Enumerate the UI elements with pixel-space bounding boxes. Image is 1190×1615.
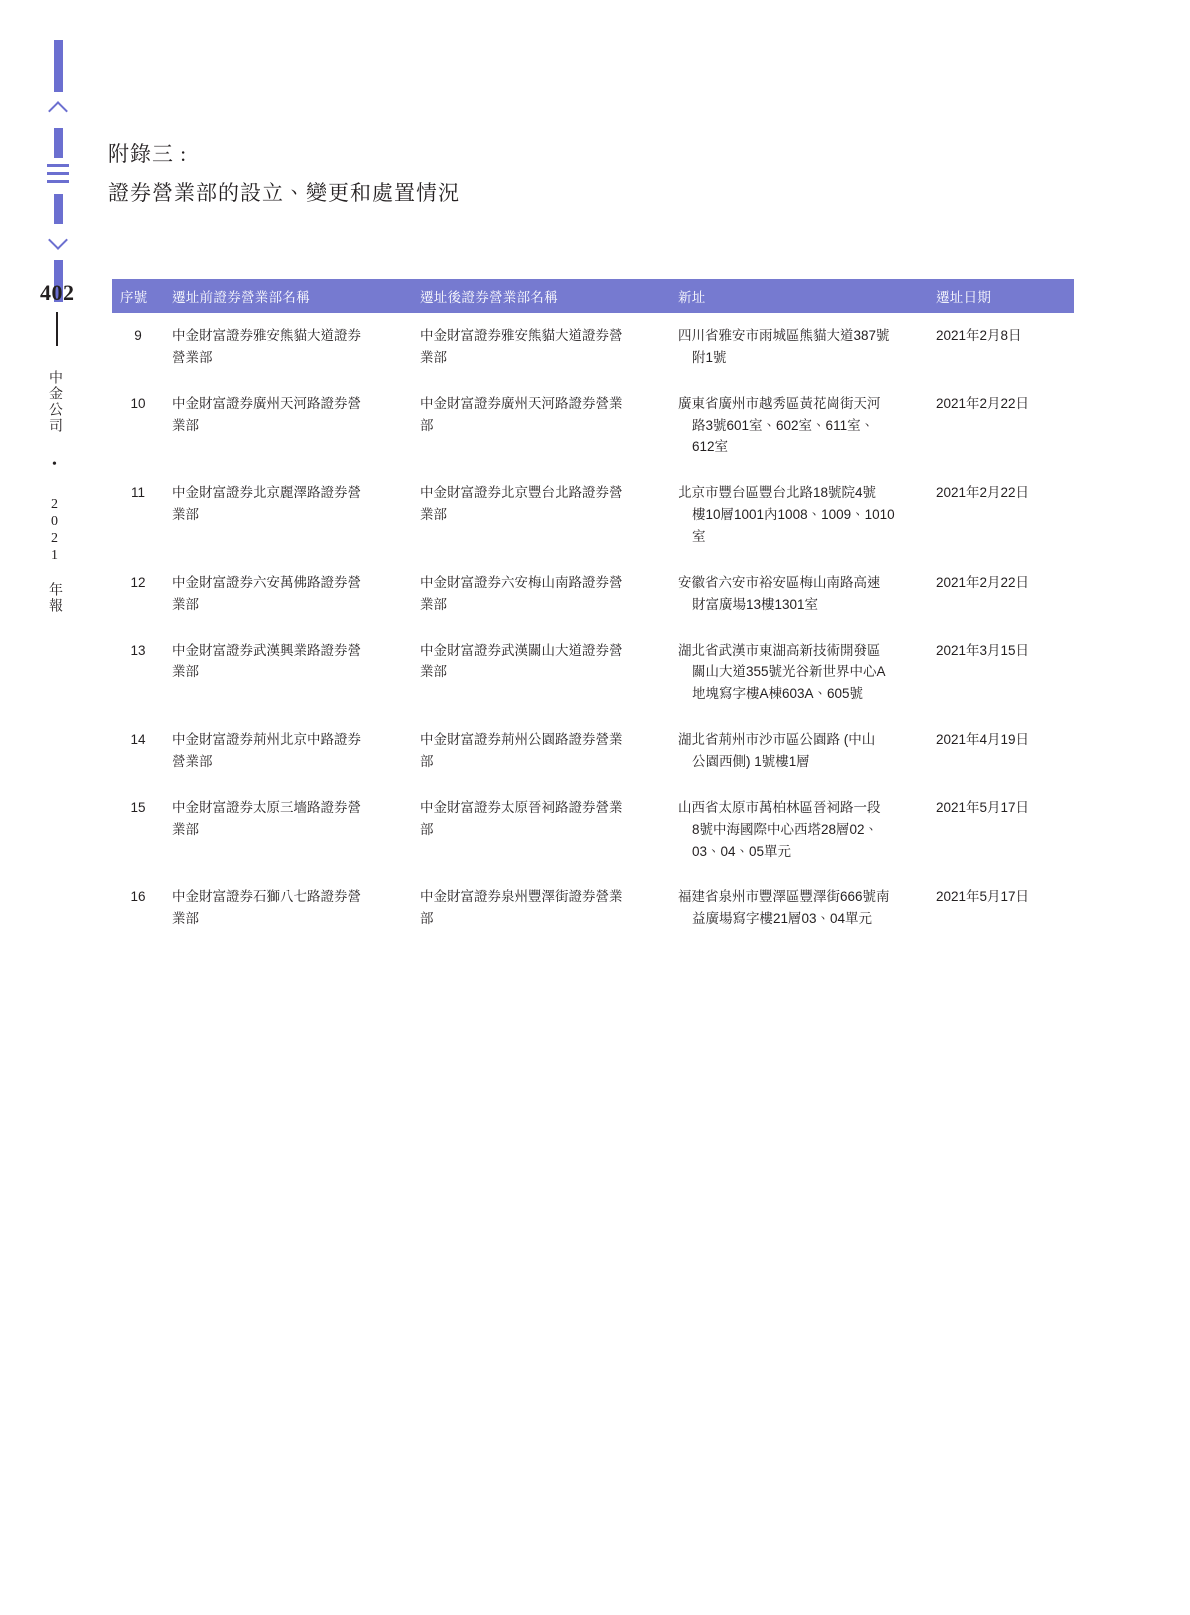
table-row <box>112 381 1074 471</box>
rail-bar-top <box>54 40 63 92</box>
cell-seq: 13 <box>130 642 146 658</box>
cell-new-name <box>412 470 670 560</box>
cell-new-name-line: 中金財富證券廣州天河路證券營業 <box>420 395 623 411</box>
cell-address-line: 612室 <box>692 439 729 455</box>
cell-address-line: 樓10層1001內1008、1009、1010 <box>692 507 895 523</box>
cell-old-name-line: 中金財富證券六安萬佛路證券營 <box>172 574 361 590</box>
cell-address <box>670 470 928 560</box>
cell-address-line: 路3號601室、602室、611室、 <box>692 417 875 433</box>
cell-address-line: 福建省泉州市豐澤區豐澤街666號南 <box>678 889 890 905</box>
page-number: 402 <box>40 280 75 305</box>
cell-address <box>670 560 928 628</box>
cell-address-line: 室 <box>692 529 706 545</box>
cell-seq: 14 <box>130 732 146 748</box>
column-header-new-name: 遷址後證券營業部名稱 <box>412 279 670 313</box>
cell-address <box>670 628 928 718</box>
cell-address-line: 公園西側) 1號樓1層 <box>692 754 810 770</box>
cell-old-name-line: 中金財富證券荊州北京中路證券 <box>172 732 361 748</box>
cell-old-name-line: 業部 <box>172 821 199 837</box>
cell-new-name-line: 部 <box>420 821 434 837</box>
cell-date: 2021年2月22日 <box>936 574 1030 590</box>
table-body <box>112 313 1074 942</box>
cell-new-name-line: 業部 <box>420 349 447 365</box>
cell-address-line: 8號中海國際中心西塔28層02、 <box>692 821 879 837</box>
cell-old-name <box>164 717 412 785</box>
page-title-line-1: 附錄三 : <box>108 142 188 166</box>
cell-address <box>670 785 928 875</box>
table-header-row <box>112 279 1074 313</box>
running-title-dot: • <box>47 457 62 474</box>
cell-new-name-line: 業部 <box>420 664 447 680</box>
chevron-up-icon <box>48 99 68 121</box>
table-header <box>112 279 1074 313</box>
cell-address-line: 03、04、05單元 <box>692 843 792 859</box>
table-row <box>112 717 1074 785</box>
page-number-rule <box>56 312 58 346</box>
cell-date: 2021年2月8日 <box>936 328 1022 343</box>
cell-new-name-line: 中金財富證券雅安熊貓大道證券營 <box>420 328 623 343</box>
cell-new-name <box>412 874 670 942</box>
cell-old-name-line: 業部 <box>172 664 199 680</box>
cell-address-line: 安徽省六安市裕安區梅山南路高速 <box>678 574 881 590</box>
cell-seq: 9 <box>134 328 142 343</box>
cell-seq: 16 <box>130 889 146 905</box>
cell-address-line: 益廣場寫字樓21層03、04單元 <box>692 911 873 927</box>
cell-address-line: 湖北省武漢市東湖高新技術開發區 <box>678 642 881 658</box>
page-title <box>108 138 460 207</box>
cell-new-name-line: 中金財富證券太原晉祠路證券營業 <box>420 799 623 815</box>
rail-bar-second <box>54 128 63 158</box>
cell-old-name <box>164 874 412 942</box>
column-header-date: 遷址日期 <box>928 279 1074 313</box>
cell-old-name-line: 中金財富證券太原三墻路證券營 <box>172 799 361 815</box>
cell-old-name <box>164 628 412 718</box>
cell-old-name-line: 業部 <box>172 596 199 612</box>
cell-old-name-line: 中金財富證券雅安熊貓大道證券 <box>172 328 361 343</box>
cell-date: 2021年2月22日 <box>936 395 1030 411</box>
cell-new-name-line: 部 <box>420 417 434 433</box>
appendix-table <box>112 279 1074 942</box>
cell-new-name-line: 部 <box>420 754 434 770</box>
cell-date: 2021年5月17日 <box>936 889 1030 905</box>
appendix-table-container <box>112 279 1074 942</box>
table-row <box>112 313 1074 381</box>
menu-lines-icon <box>47 164 69 188</box>
table-row <box>112 470 1074 560</box>
cell-address-line: 四川省雅安市雨城區熊貓大道387號 <box>678 328 890 343</box>
cell-old-name-line: 營業部 <box>172 754 213 770</box>
cell-seq: 11 <box>130 485 145 501</box>
cell-old-name-line: 營業部 <box>172 349 213 365</box>
cell-old-name <box>164 381 412 471</box>
chevron-down-icon <box>48 231 68 253</box>
cell-seq: 15 <box>130 799 146 815</box>
table-row <box>112 628 1074 718</box>
cell-address-line: 湖北省荊州市沙市區公園路 (中山 <box>678 732 876 748</box>
cell-old-name <box>164 785 412 875</box>
cell-new-name <box>412 381 670 471</box>
cell-old-name <box>164 470 412 560</box>
cell-new-name-line: 中金財富證券荊州公園路證券營業 <box>420 732 623 748</box>
running-title-year: 2021 年報 <box>47 497 62 614</box>
table-row <box>112 874 1074 942</box>
cell-new-name <box>412 628 670 718</box>
cell-address-line: 附1號 <box>692 349 727 365</box>
cell-date: 2021年4月19日 <box>936 732 1030 748</box>
cell-address <box>670 313 928 381</box>
cell-old-name-line: 中金財富證券北京麗澤路證券營 <box>172 485 361 501</box>
cell-new-name-line: 業部 <box>420 507 447 523</box>
cell-date: 2021年3月15日 <box>936 642 1030 658</box>
column-header-seq: 序號 <box>112 279 164 313</box>
cell-address-line: 地塊寫字樓A棟603A、605號 <box>692 686 864 702</box>
rail-bar-third <box>54 194 63 224</box>
cell-seq: 12 <box>130 574 146 590</box>
cell-address <box>670 717 928 785</box>
cell-address <box>670 874 928 942</box>
cell-address-line: 財富廣場13樓1301室 <box>692 596 819 612</box>
cell-old-name-line: 業部 <box>172 911 199 927</box>
cell-old-name-line: 中金財富證券武漢興業路證券營 <box>172 642 361 658</box>
cell-new-name <box>412 560 670 628</box>
cell-old-name-line: 中金財富證券石獅八七路證券營 <box>172 889 361 905</box>
cell-new-name-line: 中金財富證券武漢關山大道證券營 <box>420 642 623 658</box>
cell-new-name-line: 中金財富證券六安梅山南路證券營 <box>420 574 623 590</box>
cell-old-name-line: 中金財富證券廣州天河路證券營 <box>172 395 361 411</box>
running-title <box>38 370 64 614</box>
cell-address-line: 北京市豐台區豐台北路18號院4號 <box>678 485 877 501</box>
cell-address-line: 山西省太原市萬柏林區晉祠路一段 <box>678 799 881 815</box>
table-row <box>112 560 1074 628</box>
column-header-address: 新址 <box>670 279 928 313</box>
cell-address-line: 關山大道355號光谷新世界中心A <box>692 664 886 680</box>
cell-old-name-line: 業部 <box>172 507 199 523</box>
cell-old-name-line: 業部 <box>172 417 199 433</box>
cell-new-name-line: 部 <box>420 911 434 927</box>
cell-new-name <box>412 717 670 785</box>
column-header-old-name: 遷址前證券營業部名稱 <box>164 279 412 313</box>
cell-new-name-line: 中金財富證券北京豐台北路證券營 <box>420 485 623 501</box>
cell-address <box>670 381 928 471</box>
cell-new-name-line: 中金財富證券泉州豐澤街證券營業 <box>420 889 623 905</box>
cell-address-line: 廣東省廣州市越秀區黃花崗街天河 <box>678 395 881 411</box>
cell-seq: 10 <box>130 395 146 411</box>
running-title-company: 中金公司 <box>47 370 62 434</box>
table-row <box>112 785 1074 875</box>
cell-new-name <box>412 785 670 875</box>
cell-old-name <box>164 313 412 381</box>
cell-new-name <box>412 313 670 381</box>
side-rail <box>38 40 78 302</box>
cell-date: 2021年2月22日 <box>936 485 1030 501</box>
cell-new-name-line: 業部 <box>420 596 447 612</box>
cell-date: 2021年5月17日 <box>936 799 1030 815</box>
cell-old-name <box>164 560 412 628</box>
page-title-line-2: 證券營業部的設立、變更和處置情況 <box>108 181 460 205</box>
